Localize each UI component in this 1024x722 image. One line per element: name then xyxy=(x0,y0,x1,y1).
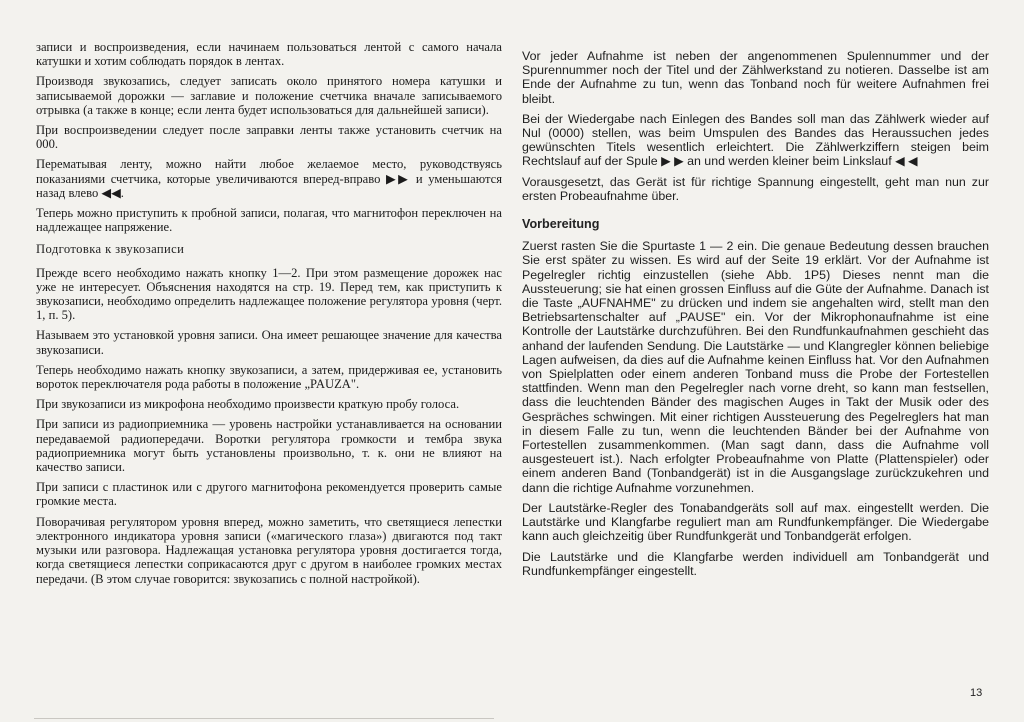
bottom-rule xyxy=(34,718,494,719)
ru-section-heading: Подготовка к звукозаписи xyxy=(36,242,185,257)
ru-paragraph-8: Теперь необходимо нажать кнопку звукозаписи, а затем, придерживая ее, установить вороток переключателя рода работы в положение „PAUZA". xyxy=(36,362,502,392)
de-paragraph-5: Der Lautstärke-Regler des Tonabandgeräts soll auf max. eingestellt werden. Die Lautstärke und Klangfarbe reguliert man am Rundfunkempfänger. Die Wiedergabe kann auch gleichzeitig über Rundfunkgerät und Tonbandgerät erfolgen. xyxy=(522,500,989,544)
ru-paragraph-10: При записи из радиоприемника — уровень настройки устанавливается на основании передаваемой радиопередачи. Воротки регулятора громкости и тембра звука радиоприемника могут быть установлены произвольно, т. к. они не влияют на качество записи. xyxy=(36,417,502,475)
ru-paragraph-6: Прежде всего необходимо нажать кнопку 1—2. При этом размещение дорожек нас уже не интересует. Объяснения находятся на стр. 19. Перед тем, как приступить к звукозаписи, необходимо определить надлежащее положение регулятора уровня (черт. 1, п. 5). xyxy=(36,265,502,323)
de-paragraph-2: Bei der Wiedergabe nach Einlegen des Bandes soll man das Zählwerk wieder auf Nul (0000) stellen, was beim Umspulen des Bandes das Heraussuchen jedes gewünschten Titels wesentlich erleichtert. Die Zählwerkziffern steigen beim Rechtslauf auf der Spule ▶ ▶ an und werden kleiner beim Linkslauf ◀ ◀ xyxy=(522,111,989,169)
de-paragraph-4: Zuerst rasten Sie die Spurtaste 1 — 2 ein. Die genaue Bedeutung dessen brauchen Sie erst später zu wissen. Es wird auf der Seite 19 erklärt. Vor der Aufnahme ist Pegelregler richtig einzustellen (siehe Abb. 1P5) Dieses nennt man die Aussteuerung; sie hat einen grossen Einfluss auf die Güte der Aufnahme. Danach ist die Taste „AUFNAHME" zu drücken und indem sie angehalten wird, stellt man den Betriebsartenschalter auf „PAUSE" ein. Vor der Mikrophonaufnahme ist eine Kontrolle der Lautstärke durchzuführen. Bei den Rundfunkaufnahmen geschieht das anhand der laufenden Sendung. Die Lautstärke — und Klangregler können beliebige Lagen aufweisen, da dies auf die Aufnahme keinen Einfluss hat. Vor den Aufnahmen von Spielplatten oder einem anderen Tonband muss die Probe der Fortestellen stattfinden. Wenn man den Pegelregler nach vorne dreht, so kann man festsellen, dass die leuchtenden Bänder des magischen Auges in Takt der Musik oder des Gespräches schwingen. Mit einer richtigen Aussteuerung des Pegelreglers hat man in diesem Falle zu tun, wenn die leuchtenden Bänder bei der Aufnahme von Fortestellen zusammenkommen. (Man sagt dann, dass die Aufnahme voll ausgesteuert ist.). Nach erfolgter Probeaufnahme von Platte (Plattenspieler) oder einem anderen Band (Tonbandgerät) ist in die Ausgangslage zurückzukehren und dann die richtige Aufnahme vorzunehmen. xyxy=(522,239,989,495)
german-text-column xyxy=(522,49,989,584)
ru-paragraph-12: Поворачивая регулятором уровня вперед, можно заметить, что светящиеся лепестки электронного индикатора уровня записи («магического глаза») двигаются под такт музыки или разговора. Надлежащая установка регулятора уровня достигается тогда, когда светящиеся лепестки соприкасаются друг с другом в наиболее громких местах передачи. (В этом случае говорится: звукозапись с полной настройкой). xyxy=(36,514,502,586)
ru-paragraph-3: При воспроизведении следует после заправки ленты также установить счетчик на 000. xyxy=(36,123,502,152)
ru-paragraph-4: Перематывая ленту, можно найти любое желаемое место, руководствуясь показаниями счетчика, которые увеличиваются вперед-вправо ▶▶ и уменьшаются назад влево ◀◀. xyxy=(36,157,502,200)
russian-text-column xyxy=(36,40,502,592)
page-number: 13 xyxy=(970,687,983,699)
ru-paragraph-5: Теперь можно приступить к пробной записи, полагая, что магнитофон переключен на надлежащее напряжение. xyxy=(36,206,502,235)
de-section-heading: Vorbereitung xyxy=(522,217,600,232)
ru-paragraph-9: При звукозаписи из микрофона необходимо произвести краткую пробу голоса. xyxy=(36,397,460,412)
ru-paragraph-7: Называем это установкой уровня записи. Она имеет решающее значение для качества звукозаписи. xyxy=(36,328,502,357)
de-paragraph-6: Die Lautstärke und die Klangfarbe werden individuell am Tonbandgerät und Rundfunkempfänger eingestellt. xyxy=(522,549,989,578)
ru-paragraph-11: При записи с пластинок или с другого магнитофона рекомендуется проверить самые громкие места. xyxy=(36,480,502,509)
de-paragraph-3: Vorausgesetzt, das Gerät ist für richtige Spannung eingestellt, geht man nun zur ersten Probeaufnahme über. xyxy=(522,174,989,203)
de-paragraph-1: Vor jeder Aufnahme ist neben der angenommenen Spulennummer und der Spurennummer noch der Titel und der Zählwerkstand zu notieren. Dasselbe ist am Ende der Aufnahme zu tun, wenn das Tonband noch für weitere Aufnahmen frei bleibt. xyxy=(522,49,989,106)
ru-paragraph-2: Производя звукозапись, следует записать около принятого номера катушки и записываемой дорожки — заглавие и положение счетчика вначале записываемого отрывка (а также в конце; если лента будет использоваться для дальнейшей записи). xyxy=(36,74,502,117)
ru-paragraph-1: записи и воспроизведения, если начинаем пользоваться лентой с самого начала катушки и хотим соблюдать порядок в лентах. xyxy=(36,40,502,69)
